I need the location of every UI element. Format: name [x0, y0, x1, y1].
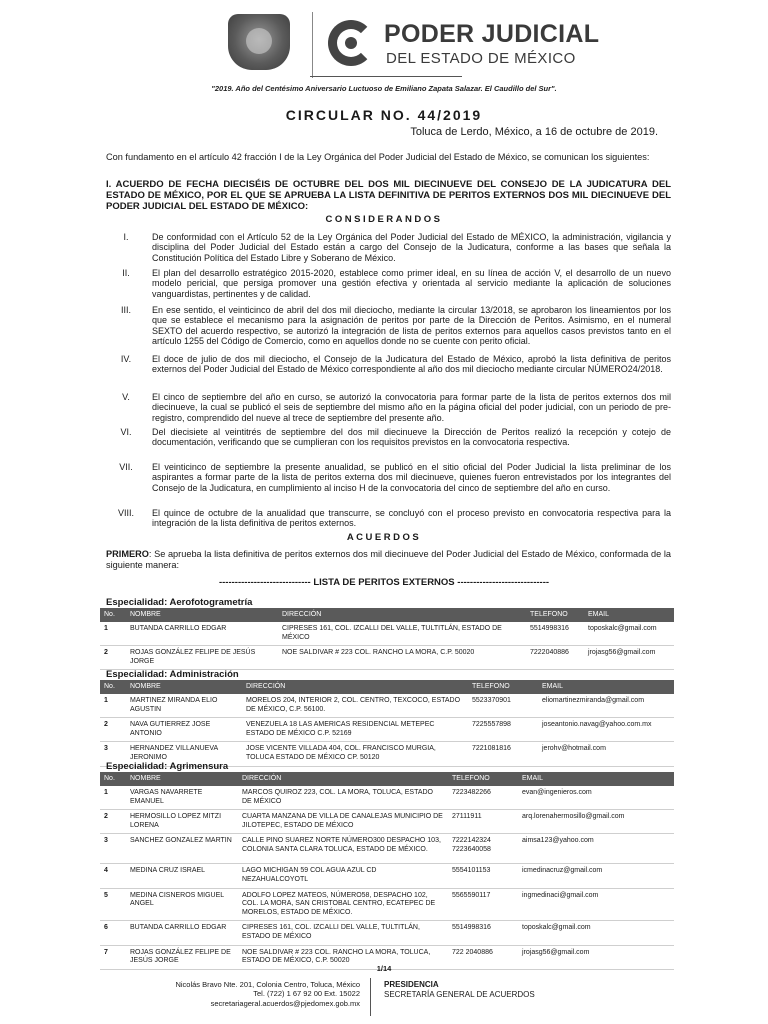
expert-phone: 7223482266 [448, 786, 518, 810]
footer-email-line: secretariageral.acuerdos@pjedomex.gob.mx [210, 998, 360, 1008]
expert-address: CUARTA MANZANA DE VILLA DE CANALEJAS MUNICIPIO DE JILOTEPEC, ESTADO DE MÉXICO [238, 810, 448, 834]
expert-address: VENEZUELA 18 LAS AMERICAS RESIDENCIAL METEPEC ESTADO DE MÉXICO C.P. 52169 [242, 718, 468, 742]
expert-address: NOE SALDIVAR # 223 COL. RANCHO LA MORA, TOLUCA, ESTADO DE MÉXICO, C.P. 50020 [238, 945, 448, 969]
column-header: TELEFONO [526, 608, 584, 622]
considerando-number: VI. [120, 427, 132, 437]
considerando-number: II. [122, 268, 130, 278]
expert-address: CIPRESES 161, COL. IZCALLI DEL VALLE, TULTITLÁN, ESTADO DE MÉXICO [238, 921, 448, 945]
considerando-text: Del diecisiete al veintitrés de septiembre del dos mil diecinueve la Dirección de Peritos realizó la recepción y cotejo de documentación, verificando que se cumplieran con los requisitos previstos en la convocatoria respectiva. [152, 427, 671, 448]
expert-phone: 5554101153 [448, 864, 518, 888]
table-row [100, 921, 674, 945]
expert-email: jrojasg56@gmail.com [584, 646, 674, 670]
column-header: EMAIL [518, 772, 674, 786]
table-header [100, 772, 674, 786]
considerando-item [106, 462, 671, 504]
considerando-text: El cinco de septiembre del año en curso, se autorizó la convocatoria para formar parte de la lista de peritos externos dos mil diecinueve, la cual se publicó el seis de septiembre del mismo año en la página oficial del poder judicial, con un periodo de pre-registro, comprendido del nueve al trece de septiembre del presente año. [152, 392, 671, 423]
expert-address: ADOLFO LOPEZ MATEOS, NÚMERO58, DESPACHO 102, COL. LA MORA, SAN CRISTOBAL CENTRO, ECATEPEC DE MORELOS, ESTADO DE MÉXICO. [238, 888, 448, 921]
column-header: DIRECCIÓN [238, 772, 448, 786]
expert-name: MEDINA CISNEROS MIGUEL ANGEL [126, 888, 238, 921]
experts-table [100, 680, 674, 767]
considerando-number: III. [120, 305, 131, 315]
specialty-title: Especialidad: Agrimensura [106, 761, 229, 772]
table-row [100, 786, 674, 810]
primero-paragraph [106, 549, 671, 570]
state-seal-icon [228, 14, 290, 70]
specialty-title: Especialidad: Administración [106, 669, 239, 680]
judicial-logo-icon [328, 20, 374, 66]
expert-email: joseantonio.navag@yahoo.com.mx [538, 718, 674, 742]
column-header: No. [100, 608, 126, 622]
considerando-text: El quince de octubre de la anualidad que transcurre, se concluyó con el proceso previsto en convocatoria respectiva para la integración de la lista definitiva de peritos externos. [152, 508, 671, 529]
expert-address: LAGO MICHIGAN 59 COL AGUA AZUL CD NEZAHUALCOYOTL [238, 864, 448, 888]
logo-title: PODER JUDICIAL [384, 20, 600, 48]
considerando-number: VII. [119, 462, 133, 472]
table-row [100, 622, 674, 646]
acuerdos-title: ACUERDOS [346, 532, 422, 543]
year-motto: "2019. Año del Centésimo Aniversario Luctuoso de Emiliano Zapata Salazar. El Caudillo del Sur". [211, 84, 557, 93]
footer-divider [370, 978, 371, 1016]
table-header [100, 608, 674, 622]
column-header: No. [100, 772, 126, 786]
considerando-item [106, 232, 671, 264]
letterhead [228, 10, 600, 70]
expert-phone: 5523370901 [468, 694, 538, 718]
expert-email: icmedinacruz@gmail.com [518, 864, 674, 888]
column-header: No. [100, 680, 126, 694]
table-row [100, 888, 674, 921]
row-number: 1 [100, 786, 126, 810]
considerando-text: De conformidad con el Artículo 52 de la Ley Orgánica del Poder Judicial del Estado de MÉXICO, la administración, vigilancia y disciplina del Poder Judicial del Estado están a cargo del Consejo de la Judicatura, conforme a las bases que señala la Constitución Política del Estado Libre y Soberano de México. [152, 232, 671, 263]
footer-phone-line: Tel. (722) 1 67 92 00 Ext. 15022 [253, 989, 360, 999]
logo-subtitle: DEL ESTADO DE MÉXICO [386, 50, 576, 67]
page-number: 1/14 [376, 964, 392, 973]
table-row [100, 834, 674, 864]
column-header: NOMBRE [126, 608, 278, 622]
row-number: 1 [100, 622, 126, 646]
agreement-heading: I. ACUERDO DE FECHA DIECISÉIS DE OCTUBRE DEL DOS MIL DIECINUEVE DEL CONSEJO DE LA JUDICATURA DEL ESTADO DE MÉXICO, POR EL QUE SE APRUEBA LA LISTA DEFINITIVA DE PERITOS EXTERNOS DOS MIL DIECINUEVE DEL PODER JUDICIAL DEL ESTADO DE MÉXICO: [106, 179, 671, 212]
table-row [100, 694, 674, 718]
expert-phone: 5514998316 [448, 921, 518, 945]
considerando-text: En ese sentido, el veinticinco de abril del dos mil dieciocho, mediante la circular 13/2018, se aprobaron los lineamientos por los que se establece el mecanismo para la asignación de peritos por parte de la Dirección de Peritos. Asimismo, en el numeral SEXTO del acuerdo respectivo, se autorizó la integración de lista de peritos externos para aquellos casos previstos tanto en el artículo 1255 del Código de Comercio, como en aquellos donde no se cuente con perito oficial. [152, 305, 671, 347]
considerando-item [106, 268, 671, 300]
expert-address: MARCOS QUIROZ 223, COL. LA MORA, TOLUCA, ESTADO DE MÉXICO [238, 786, 448, 810]
considerando-item [106, 305, 671, 349]
list-title: ----------------------------- LISTA DE PERITOS EXTERNOS ----------------------------- [218, 577, 550, 588]
expert-phone: 7222142324 7223640058 [448, 834, 518, 864]
expert-name: BUTANDA CARRILLO EDGAR [126, 622, 278, 646]
row-number: 2 [100, 718, 126, 742]
experts-table [100, 608, 674, 670]
table-row [100, 864, 674, 888]
considerando-number: VIII. [117, 508, 134, 518]
header-underline [310, 76, 462, 77]
expert-address: JOSE VICENTE VILLADA 404, COL. FRANCISCO MURGIA, TOLUCA ESTADO DE MÉXICO CP. 50120 [242, 742, 468, 766]
expert-email: evan@ingenieros.com [518, 786, 674, 810]
footer-department: SECRETARÍA GENERAL DE ACUERDOS [384, 990, 535, 999]
row-number: 1 [100, 694, 126, 718]
expert-name: MARTINEZ MIRANDA ELIO AGUSTIN [126, 694, 242, 718]
expert-address: CIPRESES 161, COL. IZCALLI DEL VALLE, TULTITLÁN, ESTADO DE MÉXICO [278, 622, 526, 646]
table-header [100, 680, 674, 694]
expert-email: jerohv@hotmail.com [538, 742, 674, 766]
place-date: Toluca de Lerdo, México, a 16 de octubre de 2019. [410, 126, 658, 138]
expert-email: toposkalc@gmail.com [518, 921, 674, 945]
footer-office [384, 980, 535, 1000]
experts-table [100, 772, 674, 970]
expert-phone: 7222040886 [526, 646, 584, 670]
expert-email: eliomartinezmiranda@gmail.com [538, 694, 674, 718]
circular-title: CIRCULAR NO. 44/2019 [285, 107, 483, 123]
considerandos-title: CONSIDERANDOS [325, 214, 443, 225]
considerando-text: El veinticinco de septiembre la presente anualidad, se publicó en el sitio oficial del Poder Judicial la lista preliminar de los aspirantes a formar parte de la lista de peritos externa dos mil diecinueve, quienes fueron entrevistados por los integrantes del Consejo de la Judicatura, en cumplimiento al inciso H de la convocatoria del cinco de septiembre del año en curso. [152, 462, 671, 493]
considerando-number: IV. [120, 354, 132, 364]
expert-address: CALLE PINO SUAREZ NORTE NÚMERO300 DESPACHO 103, COLONIA SANTA CLARA TOLUCA, ESTADO DE MÉXICO. [238, 834, 448, 864]
intro-paragraph: Con fundamento en el artículo 42 fracción I de la Ley Orgánica del Poder Judicial del Estado de México, se comunican los siguientes: [106, 152, 650, 162]
table-row [100, 718, 674, 742]
primero-label: PRIMERO [106, 549, 149, 559]
column-header: NOMBRE [126, 772, 238, 786]
expert-name: HERNANDEZ VILLANUEVA JERONIMO [126, 742, 242, 766]
expert-phone: 722 2040886 [448, 945, 518, 969]
considerando-item [106, 354, 671, 386]
expert-phone: 5514998316 [526, 622, 584, 646]
row-number: 6 [100, 921, 126, 945]
column-header: DIRECCIÓN [242, 680, 468, 694]
expert-phone: 5565590117 [448, 888, 518, 921]
expert-name: MEDINA CRUZ ISRAEL [126, 864, 238, 888]
table-row [100, 646, 674, 670]
expert-phone: 7225557898 [468, 718, 538, 742]
expert-email: ingmedinaci@gmail.com [518, 888, 674, 921]
expert-address: NOE SALDIVAR # 223 COL. RANCHO LA MORA, C.P. 50020 [278, 646, 526, 670]
letterhead-divider [312, 12, 313, 78]
expert-name: BUTANDA CARRILLO EDGAR [126, 921, 238, 945]
row-number: 3 [100, 742, 126, 766]
row-number: 2 [100, 810, 126, 834]
row-number: 5 [100, 888, 126, 921]
expert-email: toposkalc@gmail.com [584, 622, 674, 646]
expert-name: ROJAS GONZÁLEZ FELIPE DE JESÚS JORGE [126, 646, 278, 670]
row-number: 2 [100, 646, 126, 670]
table-row [100, 810, 674, 834]
expert-name: NAVA GUTIERREZ JOSE ANTONIO [126, 718, 242, 742]
expert-name: HERMOSILLO LOPEZ MITZI LORENA [126, 810, 238, 834]
column-header: NOMBRE [126, 680, 242, 694]
footer-address-line: Nicolás Bravo Nte. 201, Colonia Centro, Toluca, México [175, 980, 360, 989]
considerando-item [106, 427, 671, 459]
expert-address: MORELOS 204, INTERIOR 2, COL. CENTRO, TEXCOCO, ESTADO DE MÉXICO, C.P. 56100. [242, 694, 468, 718]
expert-name: ROJAS GONZÁLEZ FELIPE DE JESÚS JORGE [126, 945, 238, 969]
considerando-text: El plan del desarrollo estratégico 2015-2020, establece como primer ideal, en su línea de acción V, el desarrollo de un nuevo modelo pericial, que persiga promover una gestión efectiva y orientada al servicio mediante la aplicación de soluciones vanguardistas, pertinentes y de calidad. [152, 268, 671, 299]
considerando-item [106, 392, 671, 424]
expert-email: arq.lorenahermosillo@gmail.com [518, 810, 674, 834]
row-number: 4 [100, 864, 126, 888]
footer-office-name: PRESIDENCIA [384, 980, 439, 989]
footer-address [130, 980, 360, 1008]
expert-name: VARGAS NAVARRETE EMANUEL [126, 786, 238, 810]
expert-name: SANCHEZ GONZALEZ MARTIN [126, 834, 238, 864]
expert-email: jrojasg56@gmail.com [518, 945, 674, 969]
specialty-title: Especialidad: Aerofotogrametría [106, 597, 253, 608]
column-header: DIRECCIÓN [278, 608, 526, 622]
expert-phone: 27111911 [448, 810, 518, 834]
column-header: EMAIL [538, 680, 674, 694]
row-number: 7 [100, 945, 126, 969]
primero-text: : Se aprueba la lista definitiva de peritos externos dos mil diecinueve del Poder Judicial del Estado de México, conformada de la siguiente manera: [106, 549, 671, 570]
column-header: TELEFONO [468, 680, 538, 694]
column-header: EMAIL [584, 608, 674, 622]
row-number: 3 [100, 834, 126, 864]
considerando-text: El doce de julio de dos mil dieciocho, el Consejo de la Judicatura del Estado de México, aprobó la lista definitiva de peritos externos del Poder Judicial del Estado de México correspondiente al año dos mil dieciocho mediante circular NÚMERO24/2018. [152, 354, 671, 375]
expert-email: aimsa123@yahoo.com [518, 834, 674, 864]
column-header: TELEFONO [448, 772, 518, 786]
considerando-number: I. [123, 232, 129, 242]
expert-phone: 7221081816 [468, 742, 538, 766]
considerando-item [106, 508, 671, 530]
considerando-number: V. [122, 392, 130, 402]
